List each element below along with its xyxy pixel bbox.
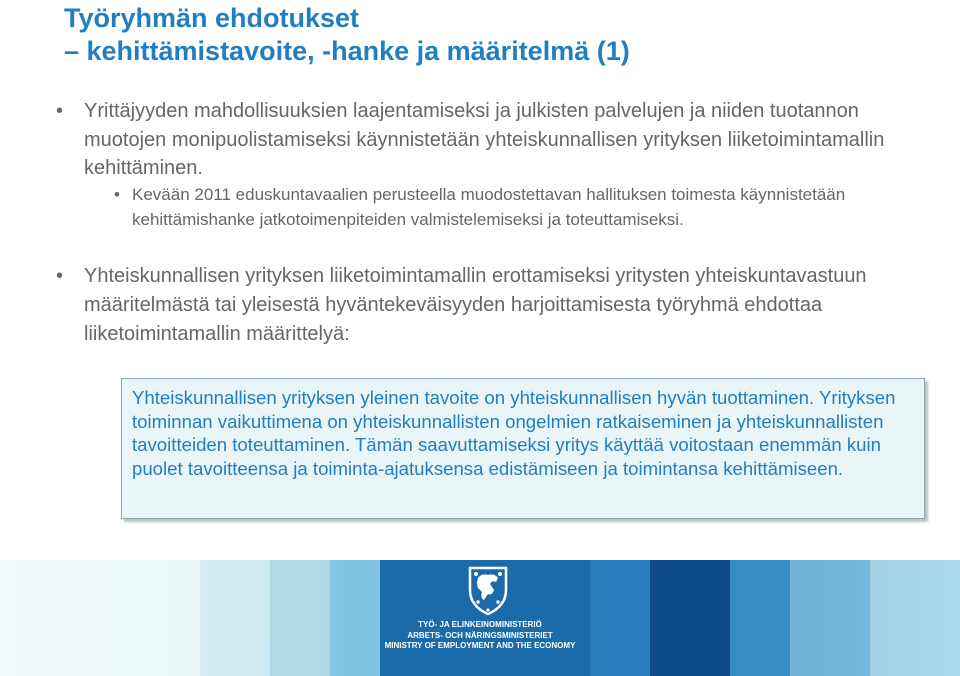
ministry-name-swedish: ARBETS- OCH NÄRINGSMINISTERIET [407,630,553,640]
slide-title [64,2,630,68]
finnish-lion-coat-of-arms-icon [448,560,528,620]
definition-text: Yhteiskunnallisen yrityksen yleinen tavoite on yhteiskunnallisen hyvän tuottaminen. Yrityksen toiminnan vaikuttimena on yhteiskunnallisten ongelmien ratkaiseminen ja yhteiskunnallisten tavoitteiden toteuttaminen. Tämän saavuttamiseksi yritys käyttää voitostaan enemmän kuin puolet tavoitteensa ja toiminta-ajatuksensa edistämiseen ja toimintansa kehittämiseen. [132,387,896,479]
title-line-1: Työryhmän ehdotukset [64,3,360,33]
bullet-item-1 [56,97,916,183]
bullet-dot-icon: • [56,100,64,122]
definition-box [121,378,925,519]
ministry-name [370,620,590,652]
bullet-dot-icon: • [56,265,64,287]
bullet-text-1: Yrittäjyyden mahdollisuuksien laajentamiseksi ja julkisten palvelujen ja niiden tuotannon muotojen monipuolistamiseksi käynnistetään yhteiskunnallisen yrityksen liiketoimintamallin kehittäminen. [84,100,885,179]
sub-bullet-item [114,183,874,232]
bullet-item-2 [56,262,916,349]
ministry-name-finnish: TYÖ- JA ELINKEINOMINISTERIÖ [418,620,542,629]
bullet-dot-icon: • [114,185,120,204]
bullet-text-2: Yhteiskunnallisen yrityksen liiketoimintamallin erottamiseksi yritysten yhteiskuntavastuun määritelmästä tai yleisestä hyväntekeväisyyden harjoittamisesta työryhmä ehdottaa liiketoimintamallin määrittelyä: [84,265,867,345]
ministry-name-english: MINISTRY OF EMPLOYMENT AND THE ECONOMY [384,641,576,650]
sub-bullet-text: Kevään 2011 eduskuntavaalien perusteella muodostettavan hallituksen toimesta käynnistetään kehittämishanke jatkotoimenpiteiden valmistelemiseksi ja toteuttamiseksi. [132,185,846,229]
title-line-2: – kehittämistavoite, -hanke ja määritelmä (1) [64,36,630,66]
